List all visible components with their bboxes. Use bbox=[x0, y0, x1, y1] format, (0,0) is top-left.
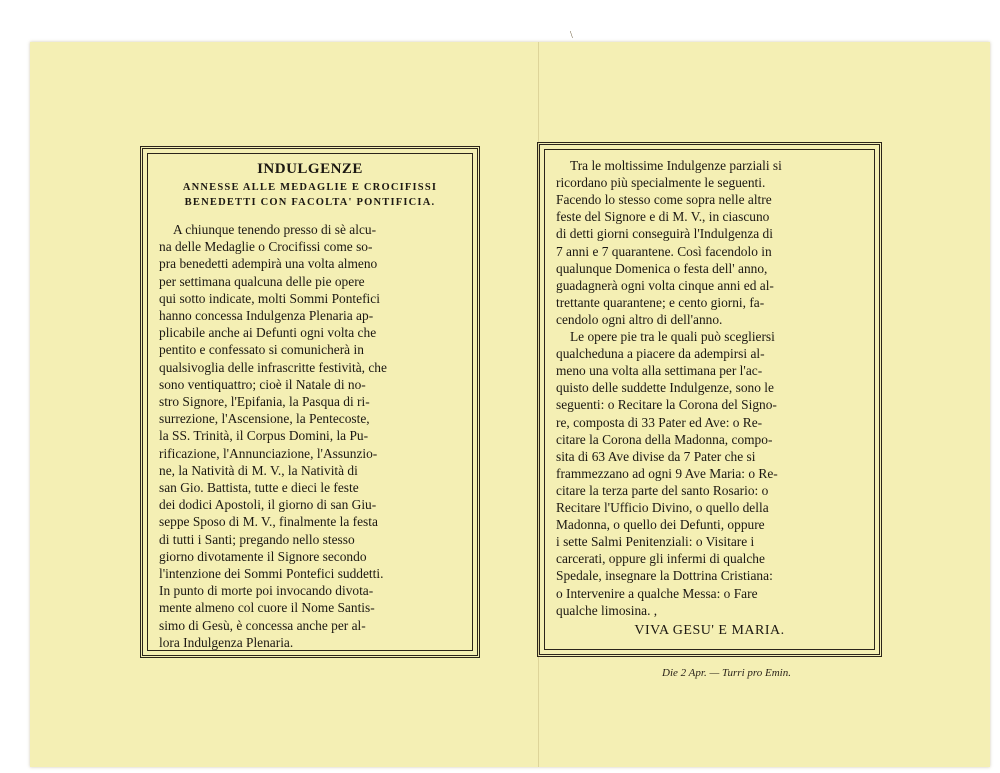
subtitle-line-1: ANNESSE ALLE MEDAGLIE E CROCIFISSI bbox=[182, 182, 438, 193]
text-line: seppe Sposo di M. V., finalmente la festa bbox=[159, 514, 378, 530]
text-line: hanno concessa Indulgenza Plenaria ap- bbox=[159, 308, 374, 323]
text-line: pra benedetti adempirà una volta almeno bbox=[159, 256, 378, 272]
text-line: plicabile anche ai Defunti ogni volta che bbox=[159, 325, 377, 341]
text-line: rificazione, l'Annunciazione, l'Assunzio- bbox=[159, 445, 378, 461]
text-line: Recitare l'Ufficio Divino, o quello della bbox=[556, 500, 769, 515]
text-line: i sette Salmi Penitenziali: o Visitare i bbox=[556, 534, 755, 550]
text-line: qualche limosina. , bbox=[556, 602, 658, 618]
text-line: qualsivoglia delle infrascritte festività, che bbox=[159, 359, 387, 375]
text-line: san Gio. Battista, tutte e dieci le feste bbox=[159, 480, 359, 495]
text-line: qualcheduna a piacere da adempirsi al- bbox=[556, 346, 765, 362]
text-line: ne, la Natività di M. V., la Natività di bbox=[159, 462, 358, 478]
text-line: Tra le moltissime Indulgenze parziali si bbox=[570, 158, 782, 173]
text-line: In punto di morte poi invocando divota- bbox=[159, 583, 374, 599]
text-line: simo di Gesù, è concessa anche per al- bbox=[159, 617, 366, 633]
subtitle-line-2: BENEDETTI CON FACOLTA' PONTIFICIA. bbox=[184, 197, 436, 208]
text-line: trettante quarantene; e cento giorni, fa- bbox=[556, 294, 765, 310]
text-line: la SS. Trinità, il Corpus Domini, la Pu- bbox=[159, 428, 369, 444]
closing-line: VIVA GESU' E MARIA. bbox=[634, 623, 785, 638]
text-line: o Intervenire a qualche Messa: o Fare bbox=[556, 585, 758, 601]
text-line: feste del Signore e di M. V., in ciascuno bbox=[556, 209, 770, 225]
text-line: seguenti: o Recitare la Corona del Signo- bbox=[556, 397, 777, 413]
text-line: Spedale, insegnare la Dottrina Cristiana: bbox=[556, 568, 773, 584]
text-line: sono ventiquattro; cioè il Natale di no- bbox=[159, 376, 366, 392]
text-line: lora Indulgenza Plenaria. bbox=[159, 634, 294, 650]
text-line: giorno divotamente il Signore secondo bbox=[159, 548, 367, 564]
text-line: dei dodici Apostoli, il giorno di san Giu- bbox=[159, 497, 377, 513]
text-line: ricordano più specialmente le seguenti. bbox=[556, 175, 766, 191]
text-line: di detti giorni conseguirà l'Indulgenza di bbox=[556, 226, 773, 242]
text-line: di tutti i Santi; pregando nello stesso bbox=[159, 531, 355, 547]
text-line: guadagnerà ogni volta cinque anni ed al- bbox=[556, 277, 774, 293]
page-title: INDULGENZE bbox=[257, 161, 363, 177]
text-line: l'intenzione dei Sommi Pontefici suddetti. bbox=[159, 566, 384, 581]
text-line: meno una volta alla settimana per l'ac- bbox=[556, 363, 763, 379]
text-line: stro Signore, l'Epifania, la Pasqua di ri- bbox=[159, 394, 370, 409]
right-page-panel bbox=[537, 142, 882, 657]
text-line: Le opere pie tra le quali può scegliersi bbox=[570, 329, 775, 344]
text-line: cendolo ogni altro di dell'anno. bbox=[556, 311, 723, 327]
text-line: Facendo lo stesso come sopra nelle altre bbox=[556, 192, 772, 208]
text-line: Madonna, o quello dei Defunti, oppure bbox=[556, 517, 765, 533]
text-line: citare la Corona della Madonna, compo- bbox=[556, 431, 773, 447]
text-line: quisto delle suddette Indulgenze, sono le bbox=[556, 380, 774, 396]
text-line: carcerati, oppure gli infermi di qualche bbox=[556, 551, 765, 567]
text-line: pentito e confessato si comunicherà in bbox=[159, 342, 364, 358]
left-page-panel bbox=[140, 146, 480, 658]
ink-speck: \ bbox=[570, 30, 573, 41]
text-line: per settimana qualcuna delle pie opere bbox=[159, 273, 365, 289]
text-line: mente almeno col cuore il Nome Santis- bbox=[159, 600, 375, 616]
imprimatur-note: Die 2 Apr. — Turri pro Emin. bbox=[662, 667, 791, 679]
text-line: qualunque Domenica o festa dell' anno, bbox=[556, 260, 768, 276]
text-line: sita di 63 Ave divise da 7 Pater che si bbox=[556, 448, 756, 464]
text-line: qui sotto indicate, molti Sommi Pontefici bbox=[159, 290, 380, 306]
text-line: surrezione, l'Ascensione, la Pentecoste, bbox=[159, 411, 370, 427]
text-line: re, composta di 33 Pater ed Ave: o Re- bbox=[556, 414, 763, 430]
text-line: frammezzano ad ogni 9 Ave Maria: o Re- bbox=[556, 465, 778, 481]
text-line: A chiunque tenendo presso di sè alcu- bbox=[173, 222, 377, 237]
text-line: citare la terza parte del santo Rosario: o bbox=[556, 482, 769, 498]
text-line: 7 anni e 7 quarantene. Così facendolo in bbox=[556, 243, 772, 259]
text-line: na delle Medaglie o Crocifissi come so- bbox=[159, 239, 373, 255]
